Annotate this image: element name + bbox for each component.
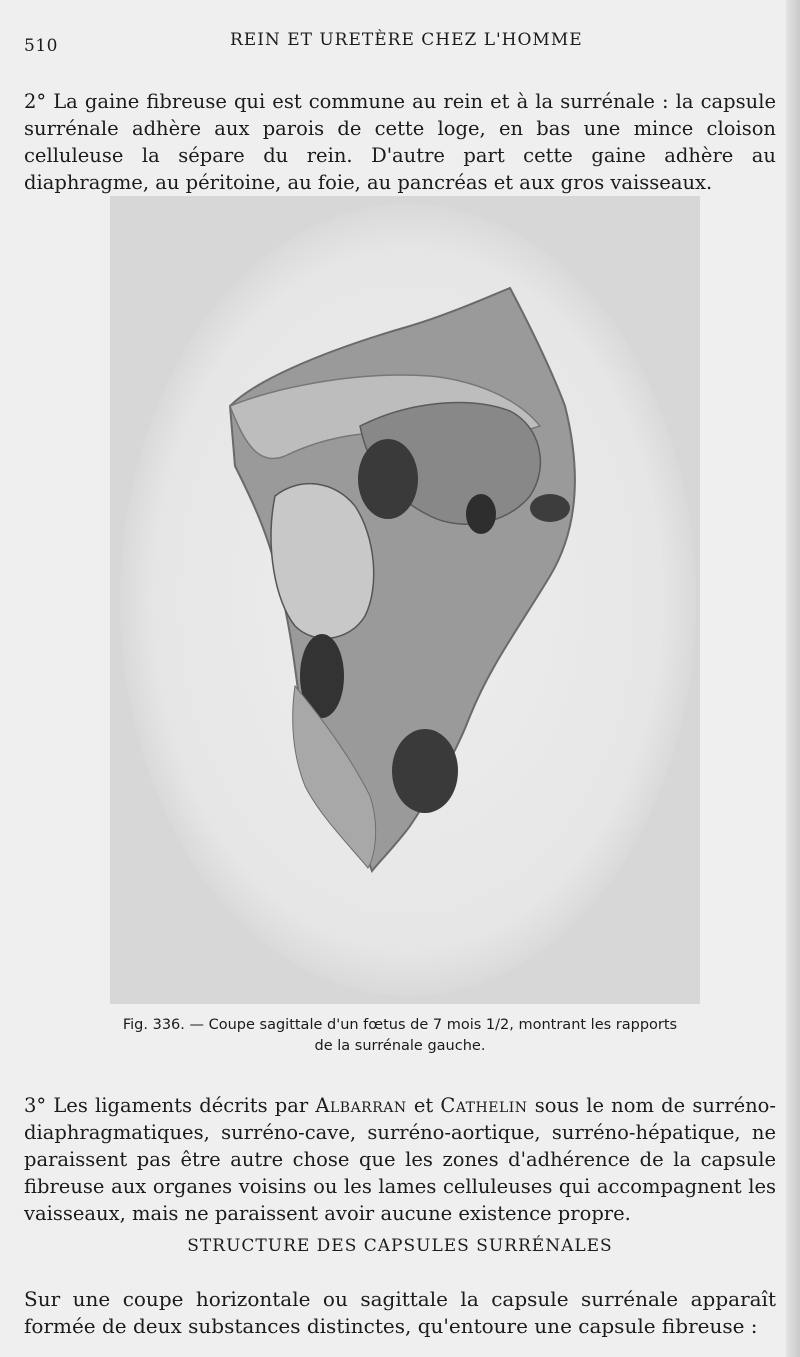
paragraph-4: Sur une coupe horizontale ou sagittale la capsule surrénale apparaît formée de deux substances distinctes, qu'entoure une capsule fibreuse :: [24, 1287, 776, 1338]
figure-caption: [40, 1015, 760, 1057]
vessel-lumen-2: [466, 494, 496, 534]
vessel-lumen-5: [392, 729, 458, 813]
paragraph-3-part-1: 3° Les ligaments décrits par: [24, 1093, 316, 1117]
section-heading: STRUCTURE DES CAPSULES SURRÉNALES: [187, 1236, 613, 1256]
paragraph-3-part-2: et: [406, 1093, 441, 1117]
running-head: REIN ET URETÈRE CHEZ L'HOMME: [230, 30, 583, 50]
vessel-lumen-3: [530, 494, 570, 522]
page-edge-shadow: [786, 0, 800, 1357]
specimen-photograph: [110, 196, 700, 1004]
paragraph-2: 2° La gaine fibreuse qui est commune au rein et à la surrénale : la capsule surrénale adhère aux parois de cette loge, en bas une mince cloison celluleuse la sépare du rein. D'autre part cette gaine adhère au diaphragme, au péritoine, au foie, au pancréas et aux gros vaisseaux.: [24, 89, 776, 194]
figure-plate: [110, 196, 700, 1004]
caption-line-1: Fig. 336. — Coupe sagittale d'un fœtus de 7 mois 1/2, montrant les rapports: [122, 1017, 678, 1033]
author-cathelin: Cathelin: [440, 1093, 528, 1117]
caption-line-2: de la surrénale gauche.: [314, 1038, 486, 1054]
paragraph-3: [24, 1092, 776, 1227]
paragraph-3-part-3: sous le nom de surréno-diaphragmatiques, surréno-cave, surréno-aortique, surréno-hépatique, ne paraissent pas être autre chose que les zones d'adhérence de la capsule fibreuse aux organes voisins ou les lames celluleuses qui accompagnent les vaisseaux, mais ne paraissent avoir aucune existence propre.: [24, 1093, 777, 1225]
page-number: 510: [24, 36, 58, 56]
vessel-lumen-1: [358, 439, 418, 519]
author-albarran: Albarran: [315, 1093, 407, 1117]
